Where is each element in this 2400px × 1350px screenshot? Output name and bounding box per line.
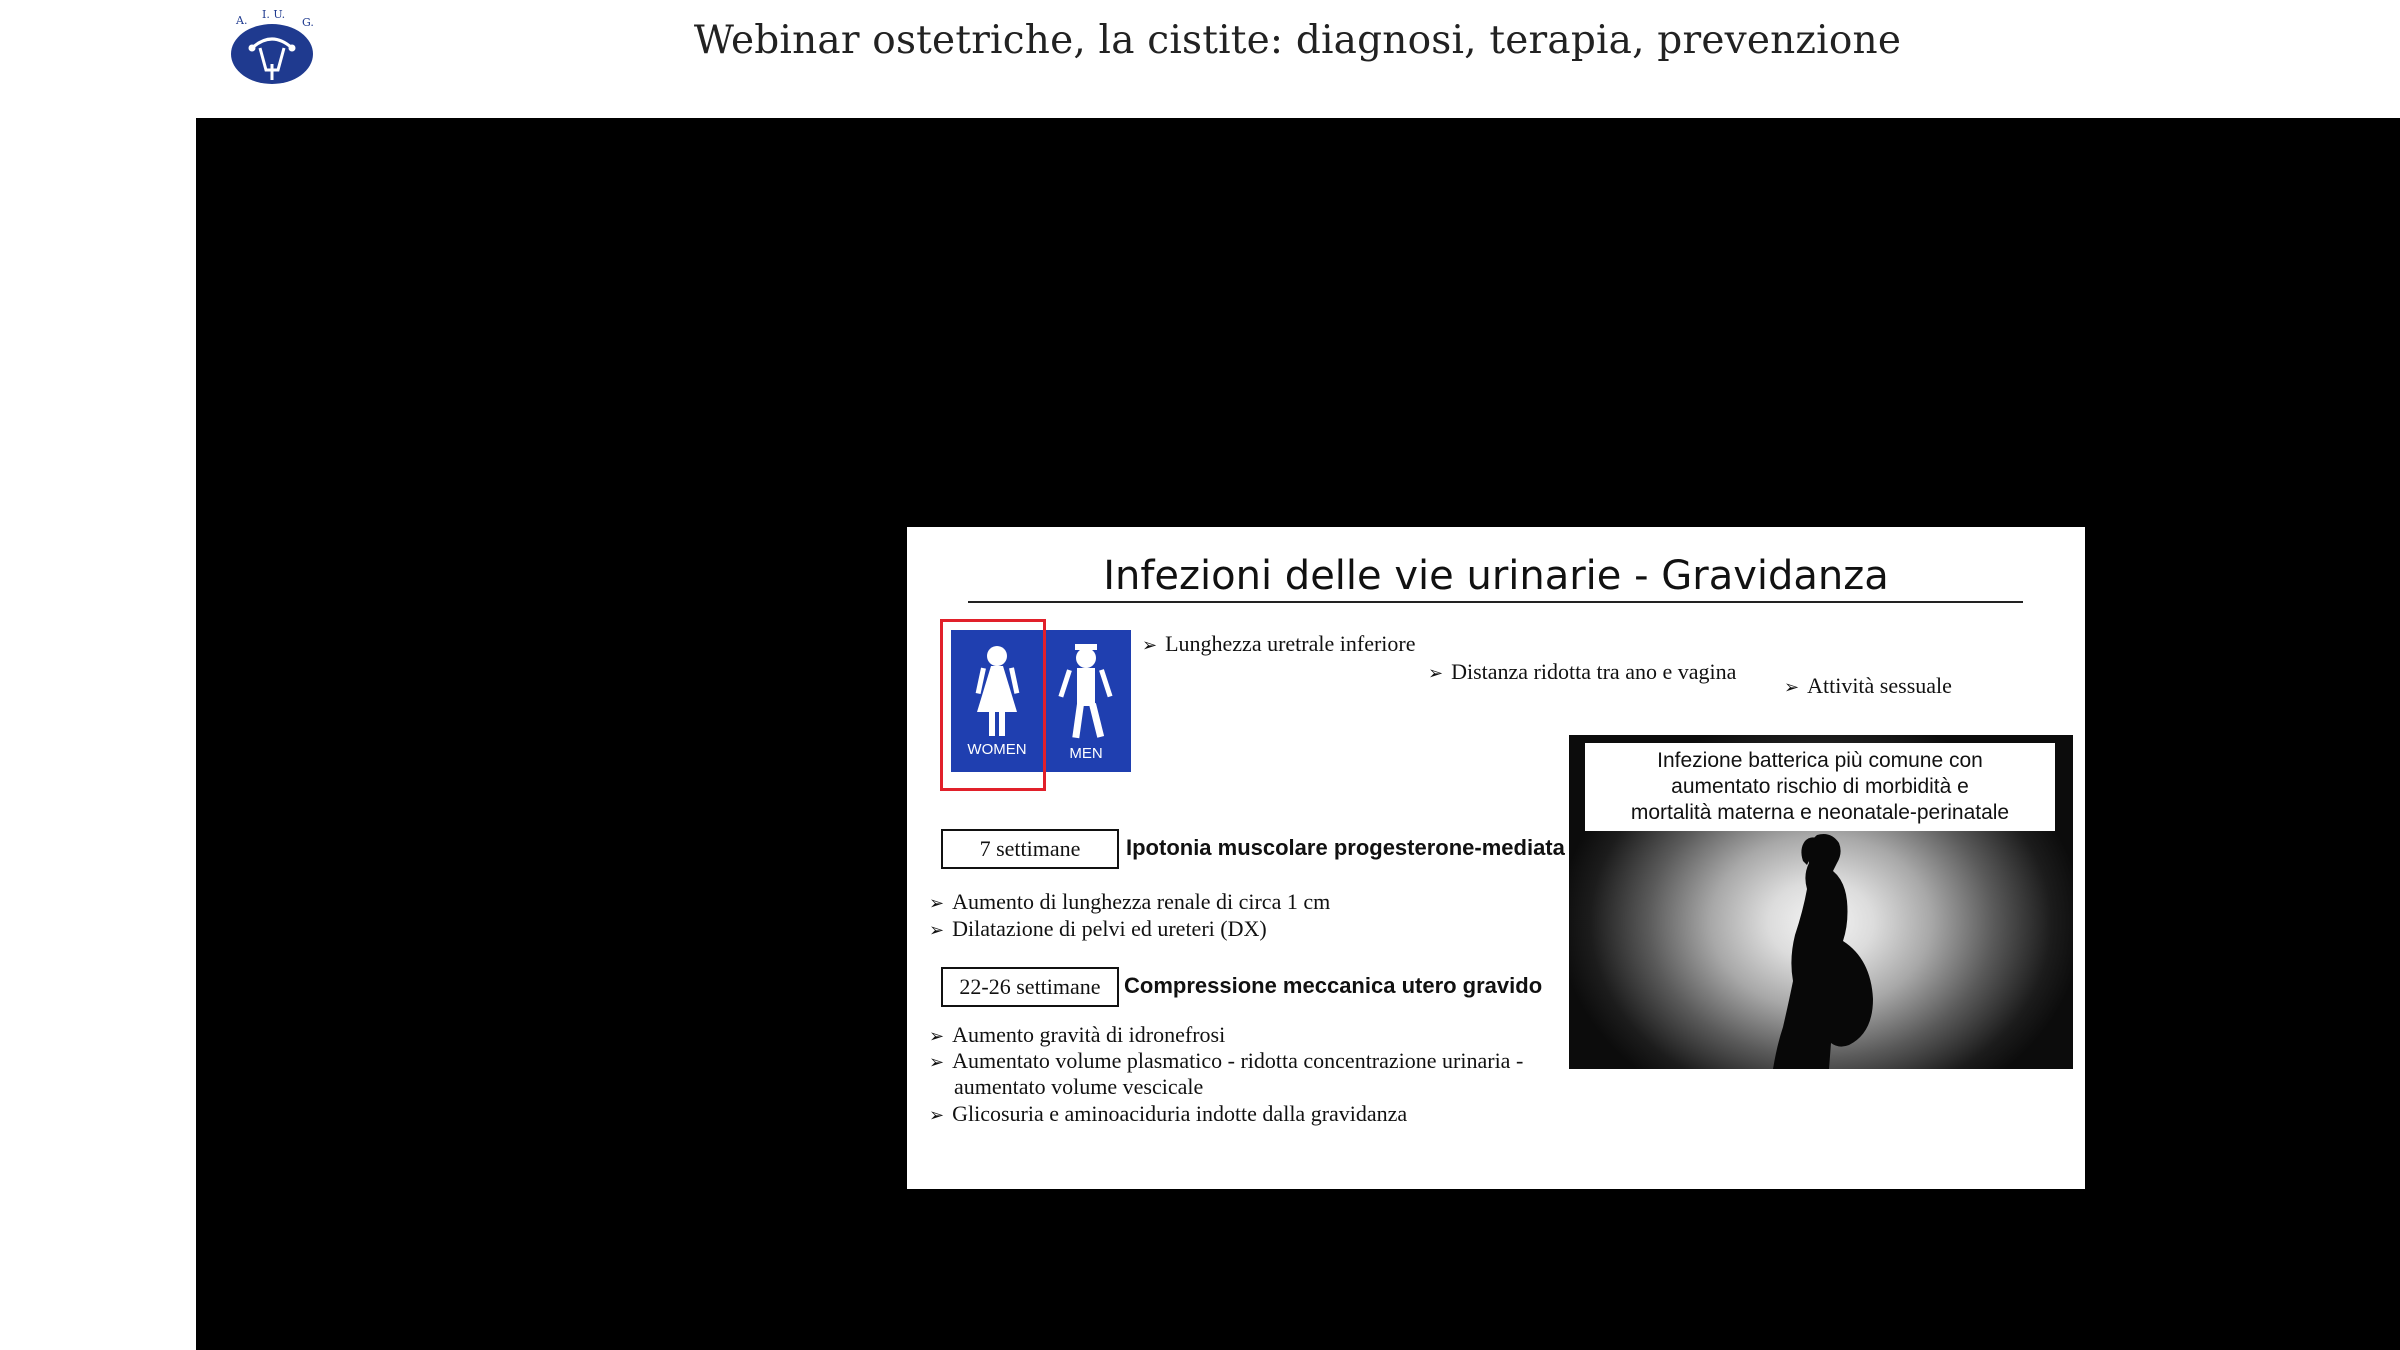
title-underline [968, 601, 2023, 603]
pregnant-silhouette-photo [1569, 735, 2073, 1069]
section1-bullet: ➢ Dilatazione di pelvi ed ureteri (DX) [929, 916, 1267, 941]
section2-bullet: ➢ Aumento gravità di idronefrosi [929, 1022, 1226, 1047]
svg-text:G.: G. [302, 16, 314, 29]
arrow-bullet-icon: ➢ [929, 1052, 945, 1073]
section1-heading: Ipotonia muscolare progesterone-mediata [1126, 835, 1565, 860]
week-box-7: 7 settimane [941, 829, 1119, 869]
webinar-header [0, 0, 2400, 118]
webinar-title: Webinar ostetriche, la cistite: diagnosi, terapia, prevenzione [693, 18, 1902, 63]
man-figure-icon [1041, 634, 1131, 748]
bullet-anus-vagina-distance: ➢ Distanza ridotta tra ano e vagina [1428, 659, 1737, 684]
svg-text:A.: A. [236, 14, 248, 27]
men-sign [1041, 630, 1131, 772]
week-box-22-26: 22-26 settimane [941, 967, 1119, 1007]
bullet-urethral-length: ➢ Lunghezza uretrale inferiore [1142, 631, 1416, 656]
presentation-slide [907, 527, 2085, 1189]
section2-bullet: ➢ Glicosuria e aminoaciduria indotte dalla gravidanza [929, 1101, 1408, 1126]
women-highlight-box [940, 619, 1046, 791]
men-label: MEN [1069, 745, 1103, 762]
arrow-bullet-icon: ➢ [1142, 635, 1158, 656]
bullet-sexual-activity: ➢ Attività sessuale [1784, 673, 1952, 698]
arrow-bullet-icon: ➢ [929, 1105, 945, 1126]
arrow-bullet-icon: ➢ [929, 893, 945, 914]
section1-bullet: ➢ Aumento di lunghezza renale di circa 1 cm [929, 889, 1331, 914]
pregnant-woman-silhouette-icon [1759, 831, 1889, 1069]
arrow-bullet-icon: ➢ [1784, 677, 1800, 698]
section2-bullet: ➢ Aumentato volume plasmatico - ridotta concentrazione urinaria - [929, 1048, 1524, 1073]
section2-heading: Compressione meccanica utero gravido [1124, 973, 1543, 998]
section2-bullet-continuation: aumentato volume vescicale [954, 1074, 1204, 1099]
arrow-bullet-icon: ➢ [929, 1026, 945, 1047]
slide-title: Infezioni delle vie urinarie - Gravidanza [1103, 553, 1889, 599]
photo-caption: Infezione batterica più comune con aumentato rischio di morbidità e mortalità materna e neonatale-perinatale [1585, 743, 2055, 831]
video-player[interactable] [196, 118, 2400, 1350]
arrow-bullet-icon: ➢ [1428, 663, 1444, 684]
svg-text:I. U.: I. U. [262, 8, 286, 21]
arrow-bullet-icon: ➢ [929, 920, 945, 941]
women-label: WOMEN [967, 741, 1027, 758]
